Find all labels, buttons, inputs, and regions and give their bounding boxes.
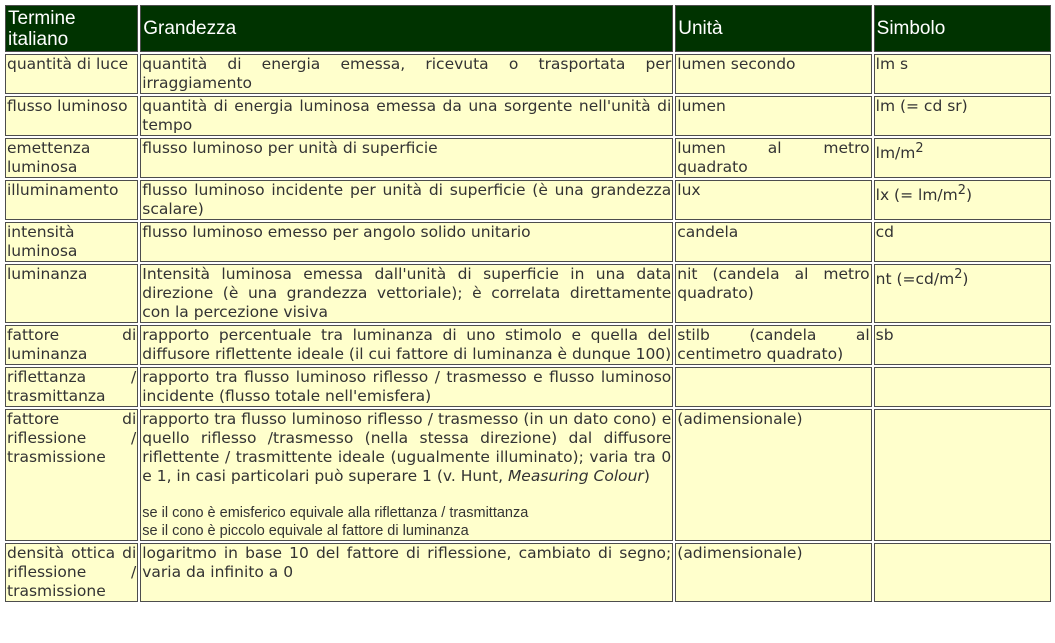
cell-unita: (adimensionale) [675,543,871,602]
cell-grandezza [140,409,673,541]
cell-simbolo: cd [874,222,1051,262]
cell-grandezza: Intensità luminosa emessa dall'unità di superficie in una data direzione (è una grandezza vettoriale); è correlata direttamente con la percezione visiva [142,265,672,321]
table-row [5,138,1051,178]
cell-grandezza: rapporto tra flusso luminoso riflesso / trasmesso e flusso luminoso incidente (flusso totale nell'emisfera) [142,368,672,405]
table-row [5,222,1051,262]
simbolo-tail: ) [965,186,973,205]
cell-grandezza: flusso luminoso per unità di superficie [140,138,673,178]
cell-simbolo: lm s [874,54,1051,94]
cell-grandezza: logaritmo in base 10 del fattore di riflessione, cambiato di segno; varia da infinito a 0 [140,543,673,602]
header-unita: Unità [675,5,871,52]
header-simbolo: Simbolo [874,5,1051,52]
cell-termine: emettenza luminosa [5,138,138,178]
cell-termine: quantità di luce [5,54,138,94]
table-row [5,54,1051,94]
simbolo-base: nt (=cd/m [875,270,955,289]
table-row [5,180,1051,220]
cell-termine: flusso luminoso [5,96,138,136]
cell-termine: fattore di luminanza [7,326,137,363]
cell-simbolo [874,180,1051,220]
simbolo-tail: ) [962,270,969,289]
cell-simbolo: sb [874,325,1051,365]
cell-simbolo [874,264,1051,323]
cell-unita: (adimensionale) [675,409,871,541]
simbolo-base: lx (= lm/m [875,186,958,205]
cell-unita: lumen secondo [675,54,871,94]
cell-termine: densità ottica di riflessione / trasmissione [7,544,137,600]
cell-grandezza: quantità di energia luminosa emessa da una sorgente nell'unità di tempo [142,97,672,134]
note-emisferico: se il cono è emisferico equivale alla riflettanza / trasmittanza [142,505,529,521]
cell-simbolo [874,367,1051,407]
cell-unita: lumen al metro quadrato [677,139,870,176]
table-row [5,543,1051,602]
grandezza-main: rapporto tra flusso luminoso riflesso / trasmesso (in un dato cono) e quello riflesso /trasmesso (nella stessa direzione) dal diffusore riflettente / trasmittente ideale (ugualmente illuminato); varia tra 0 e 1, in casi particolari può superare 1 (v. Hunt, [142,410,672,485]
table-row [5,325,1051,365]
simbolo-exponent: 2 [954,267,963,282]
note-piccolo: se il cono è piccolo equivale al fattore di luminanza [142,523,469,539]
simbolo-exponent: 2 [915,141,924,156]
book-title: Measuring Colour [507,467,644,485]
cell-simbolo [874,138,1051,178]
cell-unita: lumen [675,96,871,136]
table-row [5,264,1051,323]
simbolo-base: lm/m [875,144,916,163]
cell-unita: nit (candela al metro quadrato) [675,264,871,323]
table-row [5,367,1051,407]
cell-unita: lux [675,180,871,220]
cell-grandezza: quantità di energia emessa, ricevuta o trasportata per irraggiamento [142,55,672,92]
cell-termine: riflettanza / trasmittanza [7,368,137,405]
cell-grandezza: flusso luminoso emesso per angolo solido unitario [140,222,673,262]
photometry-glossary-table [3,3,1053,604]
simbolo-exponent: 2 [957,183,966,198]
cell-termine: luminanza [5,264,138,323]
cell-unita: stilb (candela al centimetro quadrato) [677,326,870,363]
header-termine: Termine italiano [5,5,138,52]
cell-termine: intensità luminosa [5,222,138,262]
cell-termine: illuminamento [5,180,138,220]
cell-grandezza: flusso luminoso incidente per unità di superficie (è una grandezza scalare) [142,181,672,218]
cell-unita [675,367,871,407]
cell-simbolo [874,409,1051,541]
cell-unita: candela [675,222,871,262]
header-row [5,5,1051,52]
header-grandezza: Grandezza [140,5,673,52]
table-row [5,409,1051,541]
cell-termine: fattore di riflessione / trasmissione [5,409,138,541]
grandezza-close: ) [643,467,650,485]
cell-simbolo [874,543,1051,602]
cell-simbolo: lm (= cd sr) [874,96,1051,136]
cell-grandezza: rapporto percentuale tra luminanza di uno stimolo e quella del diffusore riflettente ideale (il cui fattore di luminanza è dunque 100) [142,326,672,363]
table-row [5,96,1051,136]
